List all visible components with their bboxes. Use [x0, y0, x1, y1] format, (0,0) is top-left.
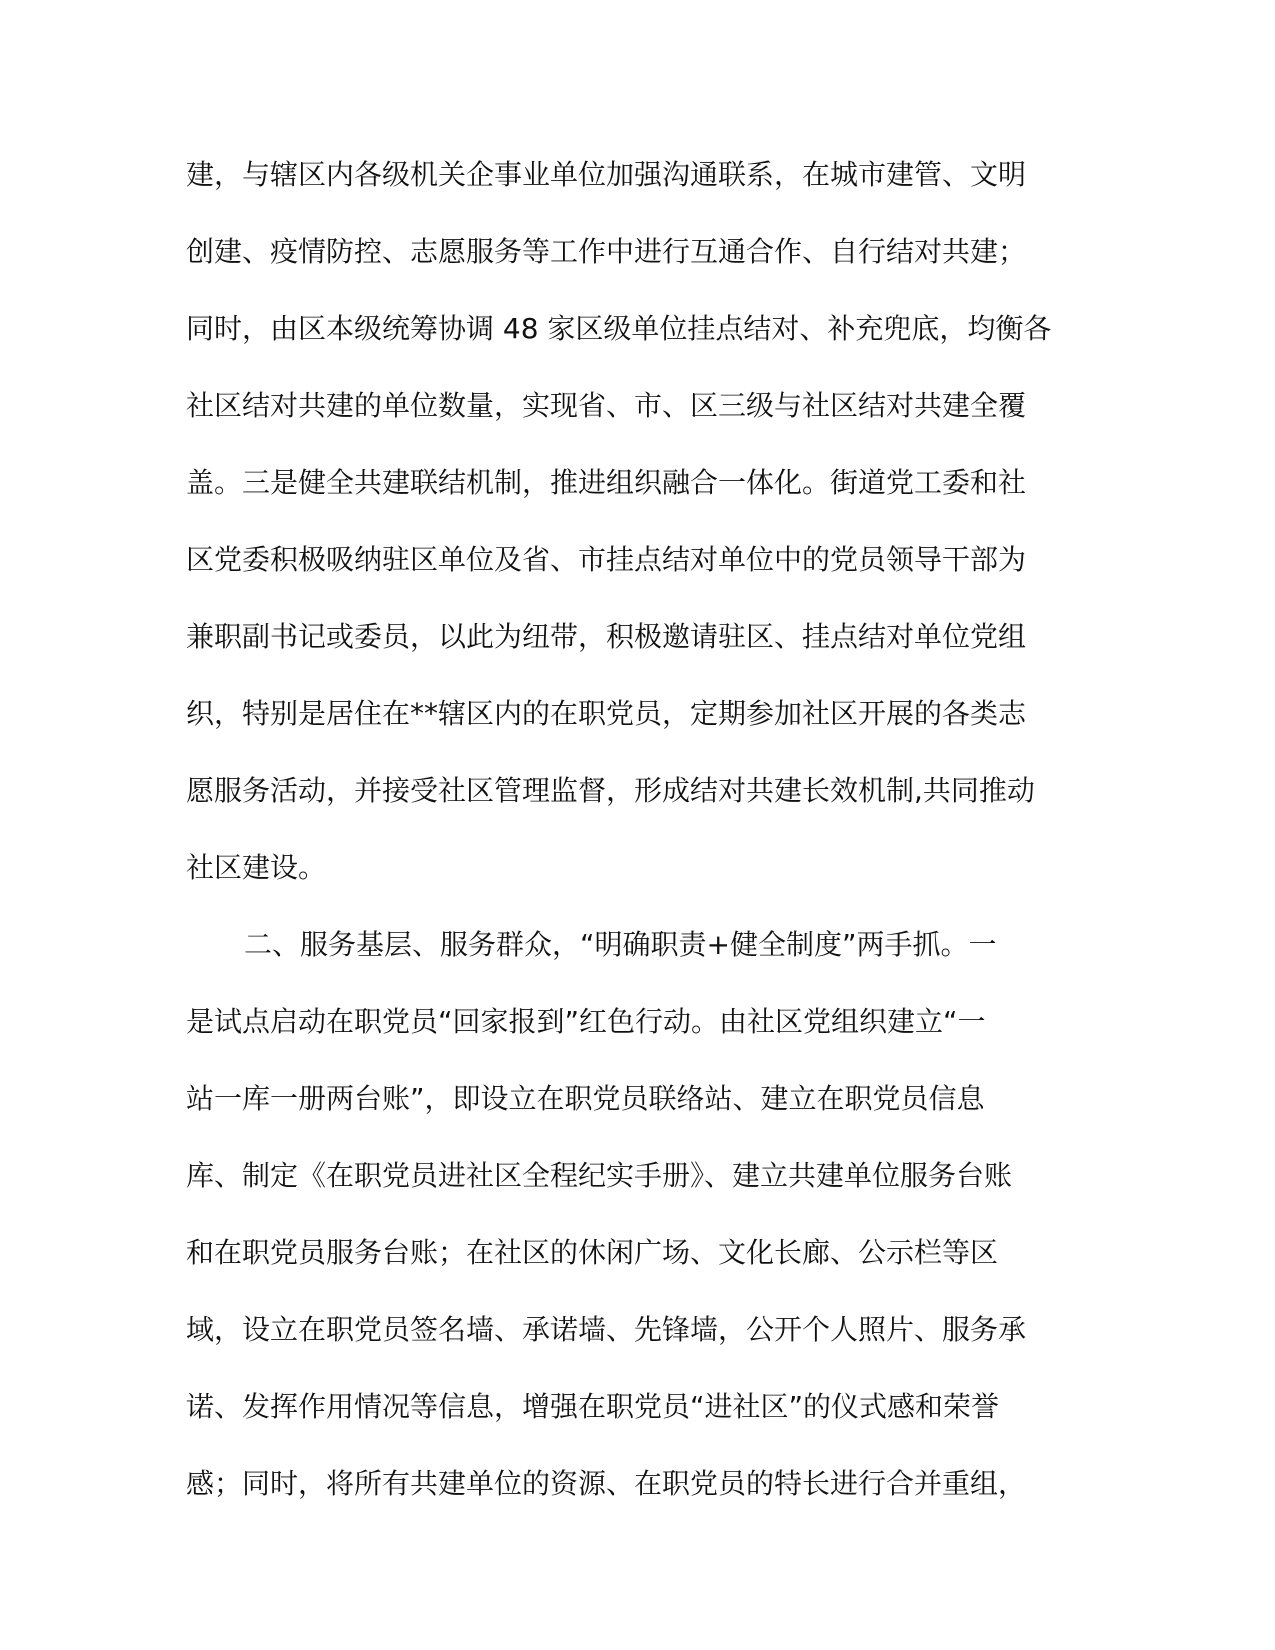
- text-line: 站一库一册两台账”，即设立在职党员联络站、建立在职党员信息: [186, 1082, 985, 1115]
- text-line: 建，与辖区内各级机关企事业单位加强沟通联系，在城市建管、文明: [186, 158, 1027, 191]
- text-line: 感；同时，将所有共建单位的资源、在职党员的特长进行合并重组，: [186, 1467, 1027, 1500]
- text-line: 诺、发挥作用情况等信息，增强在职党员“进社区”的仪式感和荣誉: [186, 1390, 1000, 1423]
- text-line: 区党委积极吸纳驻区单位及省、市挂点结对单位中的党员领导干部为: [186, 543, 1027, 576]
- text-line: 盖。三是健全共建联结机制，推进组织融合一体化。街道党工委和社: [186, 466, 1027, 499]
- text-line: 社区建设。: [186, 851, 327, 884]
- text-line: 同时，由区本级统筹协调 48 家区级单位挂点结对、补充兜底，均衡各: [186, 312, 1052, 345]
- text-line: 是试点启动在职党员“回家报到”红色行动。由社区党组织建立“一: [186, 1005, 986, 1038]
- text-line: 织，特别是居住在**辖区内的在职党员，定期参加社区开展的各类志: [186, 697, 1027, 730]
- document-body: [186, 136, 1086, 1522]
- text-line: 和在职党员服务台账；在社区的休闲广场、文化长廊、公示栏等区: [186, 1236, 999, 1269]
- paragraph-start-line: 二、服务基层、服务群众，“明确职责+健全制度”两手抓。一: [244, 928, 997, 961]
- text-line: 域，设立在职党员签名墙、承诺墙、先锋墙，公开个人照片、服务承: [186, 1313, 1027, 1346]
- text-line: 创建、疫情防控、志愿服务等工作中进行互通合作、自行结对共建；: [186, 235, 1027, 268]
- text-line: 社区结对共建的单位数量，实现省、市、区三级与社区结对共建全覆: [186, 389, 1027, 422]
- text-line: 库、制定《在职党员进社区全程纪实手册》、建立共建单位服务台账: [186, 1159, 1013, 1192]
- text-line: 愿服务活动，并接受社区管理监督，形成结对共建长效机制,共同推动: [186, 774, 1035, 807]
- text-line: 兼职副书记或委员，以此为纽带，积极邀请驻区、挂点结对单位党组: [186, 620, 1027, 653]
